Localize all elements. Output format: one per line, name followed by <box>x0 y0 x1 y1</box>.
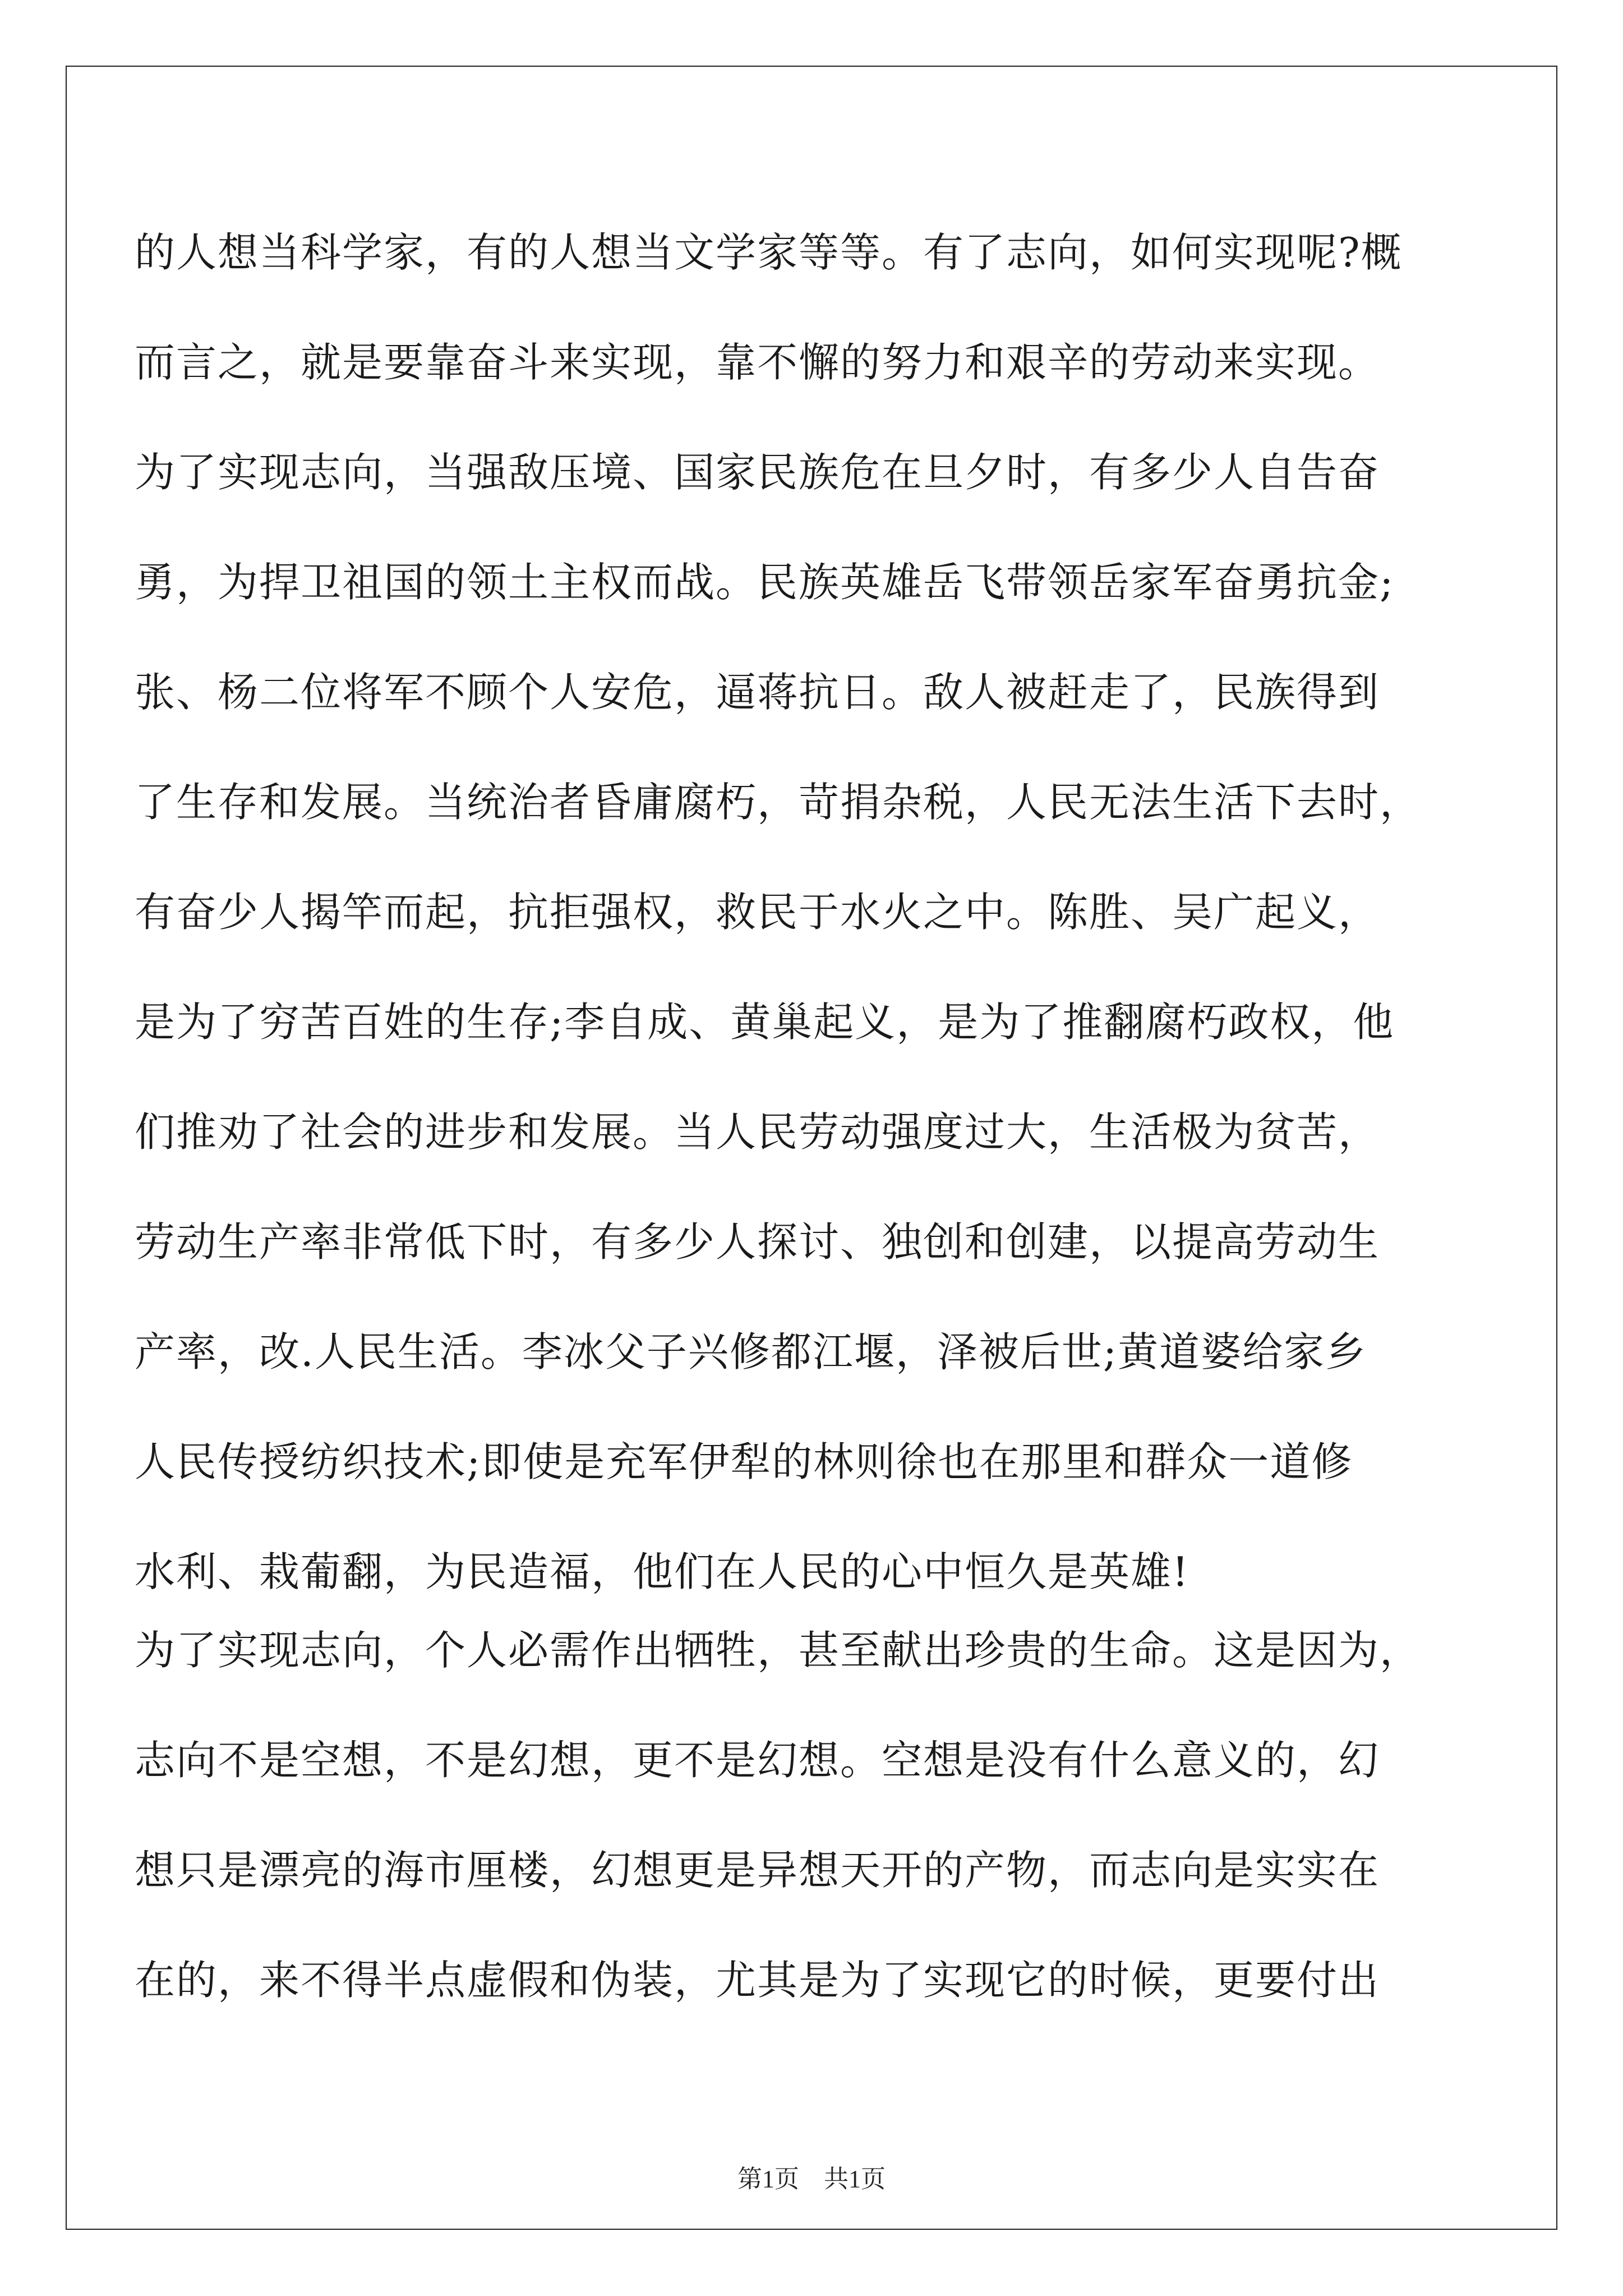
text-line: 是为了穷苦百姓的生存;李自成、黄巢起义，是为了推翻腐朽政权，他 <box>135 999 1395 1046</box>
text-line: 有奋少人揭竿而起，抗拒强权，救民于水火之中。陈胜、吴广起义， <box>135 889 1380 936</box>
text-line: 张、杨二位将军不顾个人安危，逼蒋抗日。敌人被赶走了，民族得到 <box>135 669 1380 716</box>
text-line: 而言之，就是要靠奋斗来实现，靠不懈的努力和艰辛的劳动来实现。 <box>135 339 1380 386</box>
page-number-footer: 第1页 共1页 <box>737 2165 886 2193</box>
text-line: 为了实现志向，个人必需作出牺牲，甚至献出珍贵的生命。这是因为， <box>135 1627 1422 1674</box>
document-body <box>135 213 1492 2051</box>
text-line: 人民传授纺织技术;即使是充军伊犁的林则徐也在那里和群众一道修 <box>135 1438 1353 1485</box>
text-line: 志向不是空想，不是幻想，更不是幻想。空想是没有什么意义的，幻 <box>135 1737 1380 1784</box>
text-line: 在的，来不得半点虚假和伪装，尤其是为了实现它的时候，更要付出 <box>135 1957 1380 2004</box>
text-line: 勇，为捍卫祖国的领土主权而战。民族英雄岳飞带领岳家军奋勇抗金; <box>135 559 1395 606</box>
text-line: 的人想当科学家，有的人想当文学家等等。有了志向，如何实现呢?概 <box>135 229 1403 276</box>
text-line: 产率，改.人民生活。李冰父子兴修都江堰，泽被后世;黄道婆给家乡 <box>135 1328 1367 1375</box>
text-line: 想只是漂亮的海市厘楼，幻想更是异想天开的产物，而志向是实实在 <box>135 1847 1380 1894</box>
text-line: 了生存和发展。当统治者昏庸腐朽，苛捐杂税，人民无法生活下去时， <box>135 779 1422 826</box>
text-line: 为了实现志向，当强敌压境、国家民族危在旦夕时，有多少人自告奋 <box>135 449 1380 496</box>
text-line: 水利、栽葡翻，为民造福，他们在人民的心中恒久是英雄! <box>135 1548 1189 1595</box>
text-line: 劳动生产率非常低下时，有多少人探讨、独创和创建，以提高劳动生 <box>135 1218 1380 1266</box>
text-line: 们推劝了社会的进步和发展。当人民劳动强度过大，生活极为贫苦， <box>135 1108 1380 1156</box>
